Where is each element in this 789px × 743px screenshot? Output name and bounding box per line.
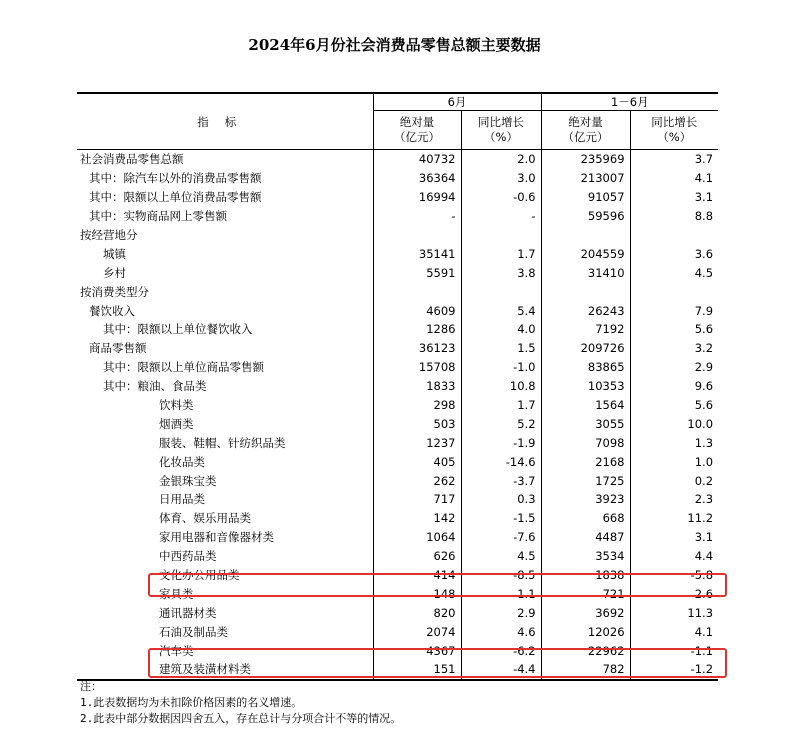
ytd-value	[541, 226, 630, 245]
table-row	[77, 358, 718, 377]
ytd-value: 1564	[541, 396, 630, 415]
june-value: 4367	[373, 641, 461, 660]
june-value: 503	[373, 414, 461, 433]
june-yoy: -1.0	[461, 358, 541, 377]
ytd-value: 721	[541, 584, 630, 603]
note-2: 2.此表中部分数据因四舍五入，存在总计与分项合计不等的情况。	[80, 712, 402, 725]
june-yoy: 1.7	[461, 396, 541, 415]
ytd-value: 7098	[541, 433, 630, 452]
ytd-yoy	[630, 226, 718, 245]
row-label: 化妆品类	[159, 454, 205, 469]
ytd-value: 12026	[541, 622, 630, 641]
table-row	[77, 547, 718, 566]
ytd-value: 7192	[541, 320, 630, 339]
table-row	[77, 396, 718, 415]
row-label: 乡村	[103, 265, 126, 280]
row-label: 通讯器材类	[159, 605, 217, 620]
ytd-value: 3692	[541, 603, 630, 622]
june-yoy: -4.4	[461, 660, 541, 680]
table-row	[77, 490, 718, 509]
june-value	[373, 226, 461, 245]
ytd-yoy: 3.6	[630, 244, 718, 263]
row-label: 餐饮收入	[89, 303, 135, 318]
june-yoy: 1.5	[461, 339, 541, 358]
ytd-yoy	[630, 282, 718, 301]
row-label: 中西药品类	[159, 549, 217, 564]
row-label: 金银珠宝类	[159, 473, 217, 488]
ytd-value: 209726	[541, 339, 630, 358]
june-value: 36123	[373, 339, 461, 358]
table-row	[77, 226, 718, 245]
june-value: 1064	[373, 528, 461, 547]
june-yoy: 2.9	[461, 603, 541, 622]
ytd-yoy: 5.6	[630, 396, 718, 415]
june-yoy: 3.8	[461, 263, 541, 282]
june-value: -	[373, 207, 461, 226]
table-row	[77, 622, 718, 641]
ytd-yoy-header: 同比增长 （%）	[630, 111, 718, 150]
table-row	[77, 207, 718, 226]
june-value: 626	[373, 547, 461, 566]
june-abs-header: 绝对量 （亿元）	[373, 111, 461, 150]
ytd-value: 91057	[541, 188, 630, 207]
ytd-yoy: 3.1	[630, 528, 718, 547]
table-row	[77, 471, 718, 490]
ytd-value: 235969	[541, 150, 630, 169]
ytd-yoy: 1.0	[630, 452, 718, 471]
ytd-yoy: 7.9	[630, 301, 718, 320]
ytd-value: 83865	[541, 358, 630, 377]
ytd-yoy: 3.2	[630, 339, 718, 358]
table-row	[77, 339, 718, 358]
june-value: 298	[373, 396, 461, 415]
row-label: 建筑及装潢材料类	[77, 660, 373, 680]
june-yoy: 5.4	[461, 301, 541, 320]
table-row	[77, 452, 718, 471]
ytd-value: 3055	[541, 414, 630, 433]
table-row	[77, 150, 718, 169]
june-value: 40732	[373, 150, 461, 169]
row-label: 其中：限额以上单位餐饮收入	[103, 322, 253, 337]
row-label: 体育、娱乐用品类	[159, 511, 251, 526]
ytd-value: 782	[541, 660, 630, 680]
row-label: 饮料类	[159, 398, 194, 413]
ytd-yoy: 10.0	[630, 414, 718, 433]
row-label: 服装、鞋帽、针纺织品类	[159, 435, 286, 450]
june-value: 5591	[373, 263, 461, 282]
ytd-value: 1725	[541, 471, 630, 490]
june-value: 15708	[373, 358, 461, 377]
ytd-value: 31410	[541, 263, 630, 282]
june-yoy: 4.5	[461, 547, 541, 566]
notes	[80, 679, 401, 727]
june-value: 4609	[373, 301, 461, 320]
row-label: 商品零售额	[89, 341, 147, 356]
ytd-value: 4487	[541, 528, 630, 547]
row-label: 其中：除汽车以外的消费品零售额	[89, 171, 262, 186]
june-yoy	[461, 282, 541, 301]
table-row	[77, 528, 718, 547]
june-yoy: -1.9	[461, 433, 541, 452]
row-label: 其中：限额以上单位商品零售额	[103, 360, 264, 375]
ytd-value: 10353	[541, 377, 630, 396]
ytd-yoy: 3.7	[630, 150, 718, 169]
june-yoy: -8.5	[461, 566, 541, 585]
june-value: 717	[373, 490, 461, 509]
ytd-yoy: 4.5	[630, 263, 718, 282]
ytd-yoy: -1.2	[630, 660, 718, 680]
note-1: 1.此表数据均为未扣除价格因素的名义增速。	[80, 696, 303, 709]
june-value: 151	[373, 660, 461, 680]
row-label: 石油及制品类	[159, 624, 228, 639]
row-label: 其中：粮油、食品类	[103, 379, 207, 394]
ytd-yoy: 2.6	[630, 584, 718, 603]
june-value: 820	[373, 603, 461, 622]
june-value: 405	[373, 452, 461, 471]
table-row	[77, 188, 718, 207]
row-label: 家用电器和音像器材类	[159, 530, 274, 545]
ytd-yoy: 2.3	[630, 490, 718, 509]
ytd-yoy: 3.1	[630, 188, 718, 207]
table-row	[77, 509, 718, 528]
row-label: 按消费类型分	[80, 284, 149, 299]
ytd-abs-header: 绝对量 （亿元）	[541, 111, 630, 150]
table-row	[77, 301, 718, 320]
june-yoy: 2.0	[461, 150, 541, 169]
highlight-furniture-row	[148, 573, 727, 597]
june-value: 16994	[373, 188, 461, 207]
ytd-yoy: 0.2	[630, 471, 718, 490]
june-value: 414	[373, 566, 461, 585]
highlight-building-materials-row	[148, 648, 727, 678]
ytd-value: 2168	[541, 452, 630, 471]
june-yoy: -3.7	[461, 471, 541, 490]
row-label: 日用品类	[159, 492, 205, 507]
row-label: 汽车类	[159, 643, 194, 658]
table-row	[77, 377, 718, 396]
june-value: 262	[373, 471, 461, 490]
june-yoy-header: 同比增长 （%）	[461, 111, 541, 150]
ytd-value: 26243	[541, 301, 630, 320]
table-row	[77, 169, 718, 188]
june-value: 36364	[373, 169, 461, 188]
row-label: 城镇	[103, 246, 126, 261]
ytd-yoy: 1.3	[630, 433, 718, 452]
june-yoy: 4.6	[461, 622, 541, 641]
indicator-header: 指标	[77, 93, 373, 150]
ytd-yoy: 4.4	[630, 547, 718, 566]
june-yoy	[461, 226, 541, 245]
june-yoy: -7.6	[461, 528, 541, 547]
notes-heading: 注：	[80, 680, 102, 693]
june-yoy: -14.6	[461, 452, 541, 471]
june-yoy: 1.7	[461, 244, 541, 263]
june-value: 1833	[373, 377, 461, 396]
ytd-yoy: 11.3	[630, 603, 718, 622]
table-row	[77, 244, 718, 263]
ytd-yoy: -1.1	[630, 641, 718, 660]
ytd-value	[541, 282, 630, 301]
june-yoy: -	[461, 207, 541, 226]
row-label: 社会消费品零售总额	[80, 152, 184, 167]
row-label: 烟酒类	[159, 416, 194, 431]
june-value: 148	[373, 584, 461, 603]
page-title: 2024年6月份社会消费品零售总额主要数据	[248, 36, 541, 54]
june-value: 1237	[373, 433, 461, 452]
june-value: 35141	[373, 244, 461, 263]
ytd-value: 22962	[541, 641, 630, 660]
june-value: 142	[373, 509, 461, 528]
row-label: 其中：实物商品网上零售额	[89, 209, 227, 224]
table-row	[77, 282, 718, 301]
table-header	[77, 93, 718, 150]
ytd-yoy: 8.8	[630, 207, 718, 226]
ytd-value: 1838	[541, 566, 630, 585]
ytd-yoy: 9.6	[630, 377, 718, 396]
june-value: 1286	[373, 320, 461, 339]
table-row	[77, 263, 718, 282]
ytd-yoy: -5.8	[630, 566, 718, 585]
ytd-value: 213007	[541, 169, 630, 188]
ytd-yoy: 4.1	[630, 622, 718, 641]
table-row	[77, 433, 718, 452]
june-yoy: -6.2	[461, 641, 541, 660]
ytd-value: 59596	[541, 207, 630, 226]
row-label: 家具类	[159, 586, 194, 601]
june-yoy: 3.0	[461, 169, 541, 188]
ytd-value: 668	[541, 509, 630, 528]
june-yoy: 0.3	[461, 490, 541, 509]
june-value	[373, 282, 461, 301]
jan-jun-group-header: 1－6月	[541, 93, 718, 111]
table-body	[77, 150, 718, 680]
table-row	[77, 603, 718, 622]
row-label: 文化办公用品类	[159, 568, 240, 583]
table-row	[77, 414, 718, 433]
ytd-yoy: 4.1	[630, 169, 718, 188]
ytd-yoy: 11.2	[630, 509, 718, 528]
ytd-value: 204559	[541, 244, 630, 263]
june-yoy: -1.5	[461, 509, 541, 528]
ytd-yoy: 2.9	[630, 358, 718, 377]
row-label: 按经营地分	[80, 228, 138, 242]
june-yoy: 4.0	[461, 320, 541, 339]
june-group-header: 6月	[373, 93, 541, 111]
june-value: 2074	[373, 622, 461, 641]
june-yoy: 1.1	[461, 584, 541, 603]
ytd-value: 3923	[541, 490, 630, 509]
ytd-yoy: 5.6	[630, 320, 718, 339]
ytd-value: 3534	[541, 547, 630, 566]
table-row	[77, 320, 718, 339]
june-yoy: 10.8	[461, 377, 541, 396]
june-yoy: -0.6	[461, 188, 541, 207]
row-label: 其中：限额以上单位消费品零售额	[89, 190, 262, 205]
june-yoy: 5.2	[461, 414, 541, 433]
